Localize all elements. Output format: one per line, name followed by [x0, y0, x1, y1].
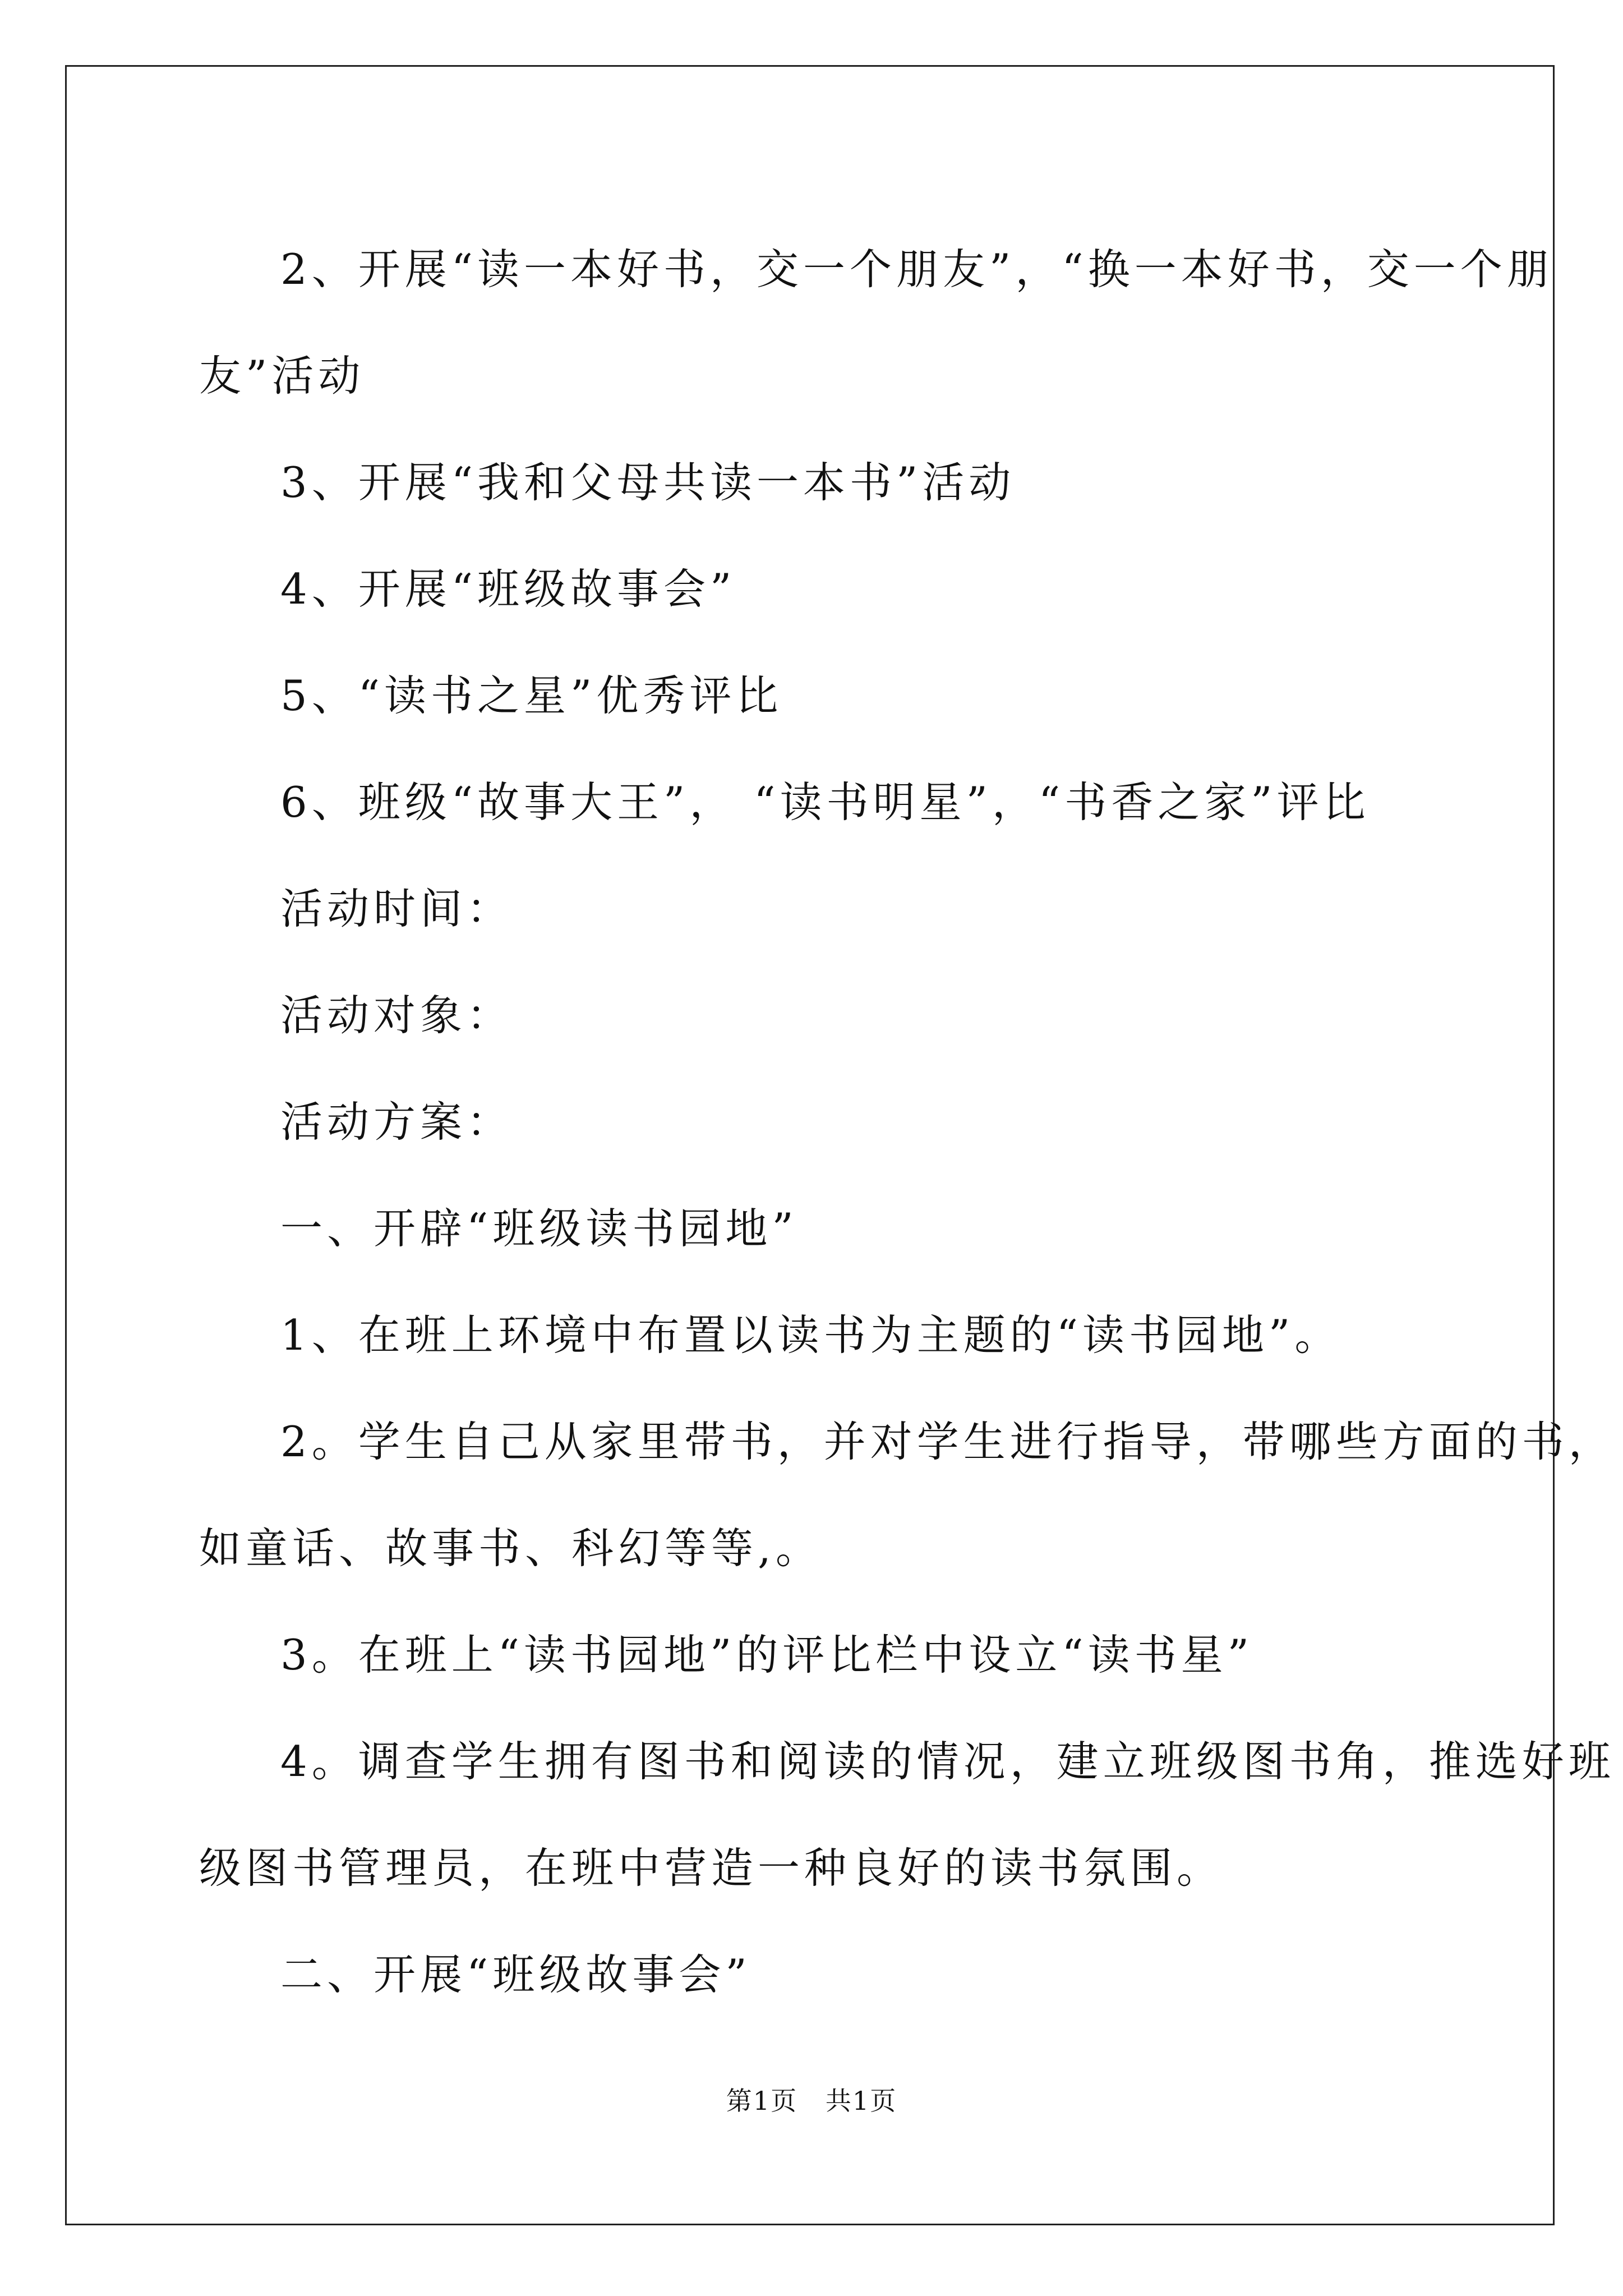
paragraph-line: 3。在班上“读书园地”的评比栏中设立“读书星” — [280, 1630, 1254, 1680]
paragraph-line: 4、开展“班级故事会” — [280, 564, 736, 614]
paragraph-line: 级图书管理员，在班中营造一种良好的读书氛围。 — [199, 1843, 1224, 1893]
paragraph-line: 活动时间： — [280, 884, 514, 933]
paragraph-line: 2。学生自己从家里带书，并对学生进行指导，带哪些方面的书， — [280, 1417, 1615, 1466]
paragraph-line: 2、开展“读一本好书，交一个朋友”，“换一本好书，交一个朋 — [280, 245, 1553, 294]
document-body — [199, 216, 1615, 2028]
paragraph-line: 一、开辟“班级读书园地” — [280, 1204, 798, 1253]
paragraph-line: 如童话、故事书、科幻等等,。 — [199, 1524, 822, 1573]
paragraph-line: 6、班级“故事大王”， “读书明星”，“书香之家”评比 — [280, 777, 1370, 827]
paragraph-line: 活动对象： — [280, 991, 514, 1040]
paragraph-line: 友”活动 — [199, 351, 365, 401]
paragraph-line: 4。调查学生拥有图书和阅读的情况，建立班级图书角，推选好班 — [280, 1737, 1615, 1786]
paragraph-line: 活动方案： — [280, 1097, 514, 1147]
paragraph-line: 5、“读书之星”优秀评比 — [280, 671, 783, 720]
paragraph-line: 3、开展“我和父母共读一本书”活动 — [280, 458, 1016, 507]
paragraph-line: 二、开展“班级故事会” — [280, 1950, 751, 1999]
page-number-label: 第1页 共1页 — [726, 2086, 897, 2116]
paragraph-line: 1、在班上环境中布置以读书为主题的“读书园地”。 — [280, 1310, 1341, 1360]
page-footer — [0, 2084, 1623, 2118]
